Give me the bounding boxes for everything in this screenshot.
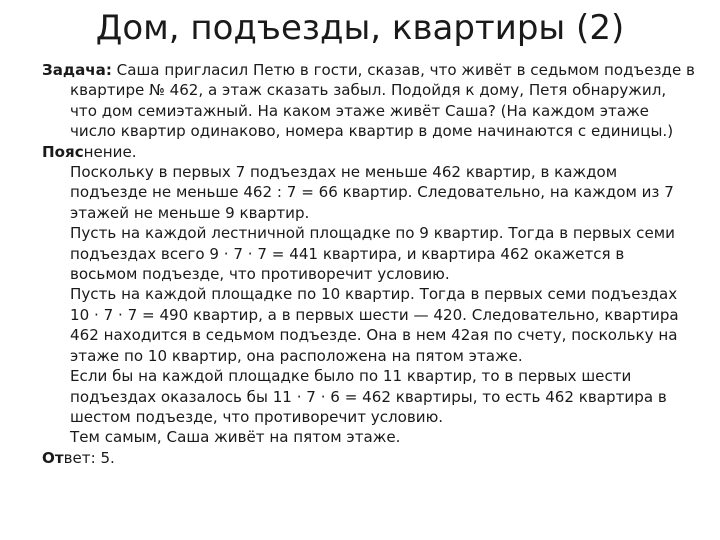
explanation-paragraph: Тем самым, Саша живёт на пятом этаже. (70, 428, 401, 447)
explanation-paragraph: Пусть на каждой площадке по 10 квартир. Тогда в первых семи подъездах 10 · 7 · 7 = 490 квартир, а в первых шести — 420. Следовательно, квартира 462 находится в седьмом подъезде. Она в нем 42ая по счету, поскольку на этаже по 10 квартир, она расположена на пятом этаже. (70, 285, 679, 365)
explanation-paragraph: Если бы на каждой площадке было по 11 квартир, то в первых шести подъездах оказалось бы 11 · 7 · 6 = 462 квартиры, то есть 462 квартира в шестом подъезде, что противоречит условию. (70, 367, 667, 426)
answer-text: 5. (95, 448, 115, 467)
answer-block (42, 448, 696, 468)
task-text: Саша пригласил Петю в гости, сказав, что живёт в седьмом подъезде в квартире № 462, а этаж сказать забыл. Подойдя к дому, Петя обнаружил, что дом семиэтажный. На каком этаже живёт Саша? (На каждом этаже число квартир одинаково, номера квартир в доме начинаются с единицы.) (70, 61, 695, 141)
explanation-label-bold: Пояс (42, 142, 84, 161)
task-block (42, 60, 696, 142)
answer-label-rest: вет: (63, 448, 96, 467)
slide-content (42, 60, 696, 468)
explanation-paragraph: Пусть на каждой лестничной площадке по 9 квартир. Тогда в первых семи подъездах всего 9 · 7 · 7 = 441 квартира, и квартира 462 окажется в восьмом подъезде, что противоречит условию. (70, 224, 675, 284)
explanation-label-rest: нение. (83, 142, 137, 161)
task-label: Задача: (42, 61, 112, 79)
explanation-heading (42, 142, 696, 162)
answer-label-bold: От (42, 448, 64, 467)
slide-title: Дом, подъезды, квартиры (2) (95, 8, 625, 48)
explanation-paragraph: Поскольку в первых 7 подъездах не меньше 462 квартир, в каждом подъезде не меньше 462 : 7 = 66 квартир. Следовательно, на каждом из 7 этажей не меньше 9 квартир. (70, 163, 674, 222)
